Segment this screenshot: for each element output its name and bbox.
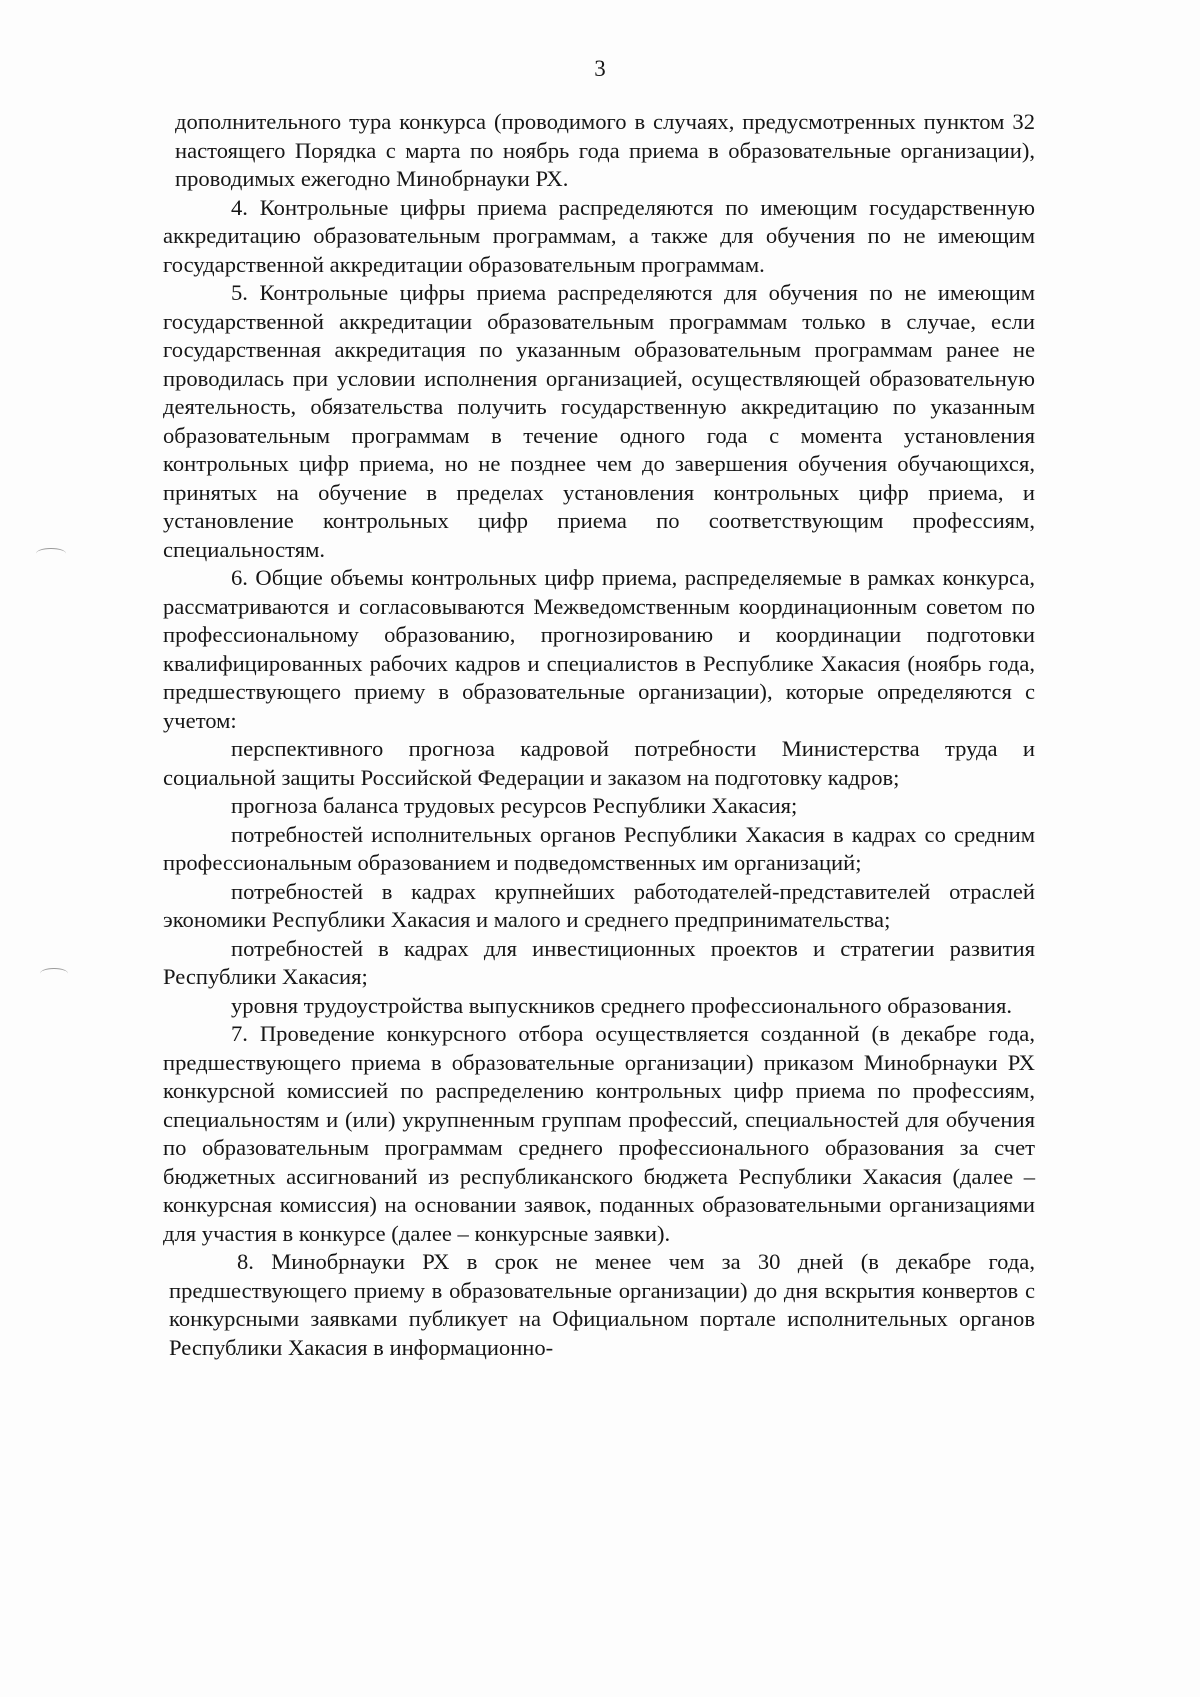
paragraph-6-item-forecast: перспективного прогноза кадровой потребности Министерства труда и социальной защиты Российской Федерации и заказом на подготовку кадров;	[163, 736, 1035, 790]
paragraph-6-item-employment: уровня трудоустройства выпускников среднего профессионального образования.	[231, 992, 1013, 1018]
paragraph-4: 4. Контрольные цифры приема распределяются по имеющим государственную аккредитацию образовательным программам, а также для обучения по не имеющим государственной аккредитации образовательным программам.	[163, 194, 1035, 277]
paragraph-6: 6. Общие объемы контрольных цифр приема, распределяемые в рамках конкурса, рассматриваются и согласовываются Межведомственным координационным советом по профессиональному образованию, прогнозированию и координации подготовки квалифицированных рабочих кадров и специалистов в Республике Хакасия (ноябрь года, предшествующего приему в образовательные организации), которые определяются с учетом:	[163, 565, 1035, 733]
paragraph-7: 7. Проведение конкурсного отбора осуществляется созданной (в декабре года, предшествующего приема в образовательные организации) приказом Минобрнауки РХ конкурсной комиссией по распределению контрольных цифр приема по профессиям, специальностям и (или) укрупненным группам профессий, специальностей для обучения по образовательным программам среднего профессионального образования за счет бюджетных ассигнований из республиканского бюджета Республики Хакасия (далее – конкурсная комиссия) на основании заявок, поданных образовательными организациями для участия в конкурсе (далее – конкурсные заявки).	[163, 1021, 1035, 1246]
paragraph-8: 8. Минобрнауки РХ в срок не менее чем за 30 дней (в декабре года, предшествующего приему в образовательные организации) до дня вскрытия конвертов с конкурсными заявками публикует на Официальном портале исполнительных органов Республики Хакасия в информационно-	[169, 1249, 1035, 1360]
scan-artifact-mark	[40, 968, 68, 979]
document-body	[163, 108, 1035, 1362]
paragraph-6-item-balance: прогноза баланса трудовых ресурсов Республики Хакасия;	[231, 793, 798, 818]
page-number: 3	[594, 56, 606, 81]
scan-artifact-mark	[36, 548, 66, 559]
paragraph-continuation: дополнительного тура конкурса (проводимого в случаях, предусмотренных пунктом 32 настоящего Порядка с марта по ноябрь года приема в образовательные организации), проводимых ежегодно Минобрнауки РХ.	[175, 109, 1035, 191]
paragraph-6-item-investment: потребностей в кадрах для инвестиционных проектов и стратегии развития Республики Хакасия;	[163, 935, 1035, 989]
paragraph-6-item-employers: потребностей в кадрах крупнейших работодателей-представителей отраслей экономики Республики Хакасия и малого и среднего предпринимательства;	[163, 878, 1035, 932]
paragraph-5: 5. Контрольные цифры приема распределяются для обучения по не имеющим государственной аккредитации образовательным программам только в случае, если государственная аккредитация по указанным образовательным программам ранее не проводилась при условии исполнения организацией, осуществляющей образовательную деятельность, обязательства получить государственную аккредитацию по указанным образовательным программам в течение одного года с момента установления контрольных цифр приема, но не позднее чем до завершения обучения обучающихся, принятых на обучение в пределах установления контрольных цифр приема, и установление контрольных цифр приема по соответствующим профессиям, специальностям.	[163, 280, 1035, 562]
paragraph-6-item-executive-bodies: потребностей исполнительных органов Республики Хакасия в кадрах со средним профессиональным образованием и подведомственных им организаций;	[163, 821, 1035, 875]
